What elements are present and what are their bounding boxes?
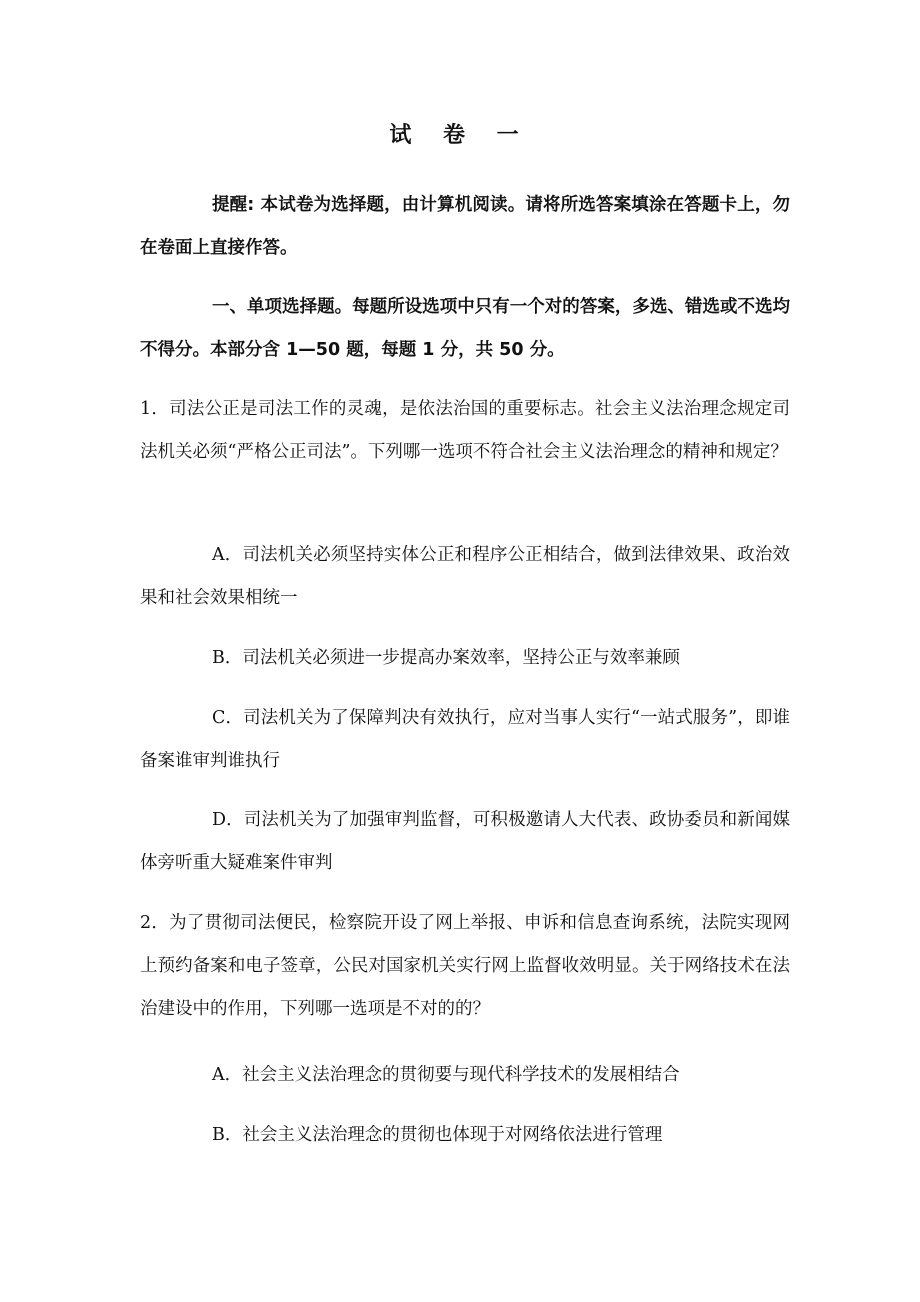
exam-notice: 提醒: 本试卷为选择题，由计算机阅读。请将所选答案填涂在答题卡上，勿在卷面上直接作答。	[140, 195, 790, 258]
question-1-option-a: A．司法机关必须坚持实体公正和程序公正相结合，做到法律效果、政治效果和社会效果相统一	[140, 545, 790, 608]
section-heading: 一、单项选择题。每题所设选项中只有一个对的答案，多选、错选或不选均不得分。本部分含 1—50 题，每题 1 分，共 50 分。	[140, 297, 790, 360]
question-1-stem: 1．司法公正是司法工作的灵魂，是依法治国的重要标志。社会主义法治理念规定司法机关必须“严格公正司法”。下列哪一选项不符合社会主义法治理念的精神和规定？	[140, 399, 790, 462]
question-1-option-b: B．司法机关必须进一步提高办案效率，坚持公正与效率兼顾	[212, 648, 680, 668]
question-2-stem: 2．为了贯彻司法便民，检察院开设了网上举报、申诉和信息查询系统，法院实现网上预约备案和电子签章，公民对国家机关实行网上监督收效明显。关于网络技术在法治建设中的作用，下列哪一选项是不对的的？	[140, 913, 790, 1019]
question-1-option-d: D．司法机关为了加强审判监督，可积极邀请人大代表、政协委员和新闻媒体旁听重大疑难案件审判	[140, 810, 790, 873]
question-2-option-a: A．社会主义法治理念的贯彻要与现代科学技术的发展相结合	[212, 1065, 680, 1085]
exam-title: 试 卷 一	[389, 123, 531, 148]
question-2-option-b: B．社会主义法治理念的贯彻也体现于对网络依法进行管理	[212, 1125, 663, 1145]
question-1-option-c: C．司法机关为了保障判决有效执行，应对当事人实行“一站式服务”，即谁备案谁审判谁执行	[140, 708, 790, 771]
